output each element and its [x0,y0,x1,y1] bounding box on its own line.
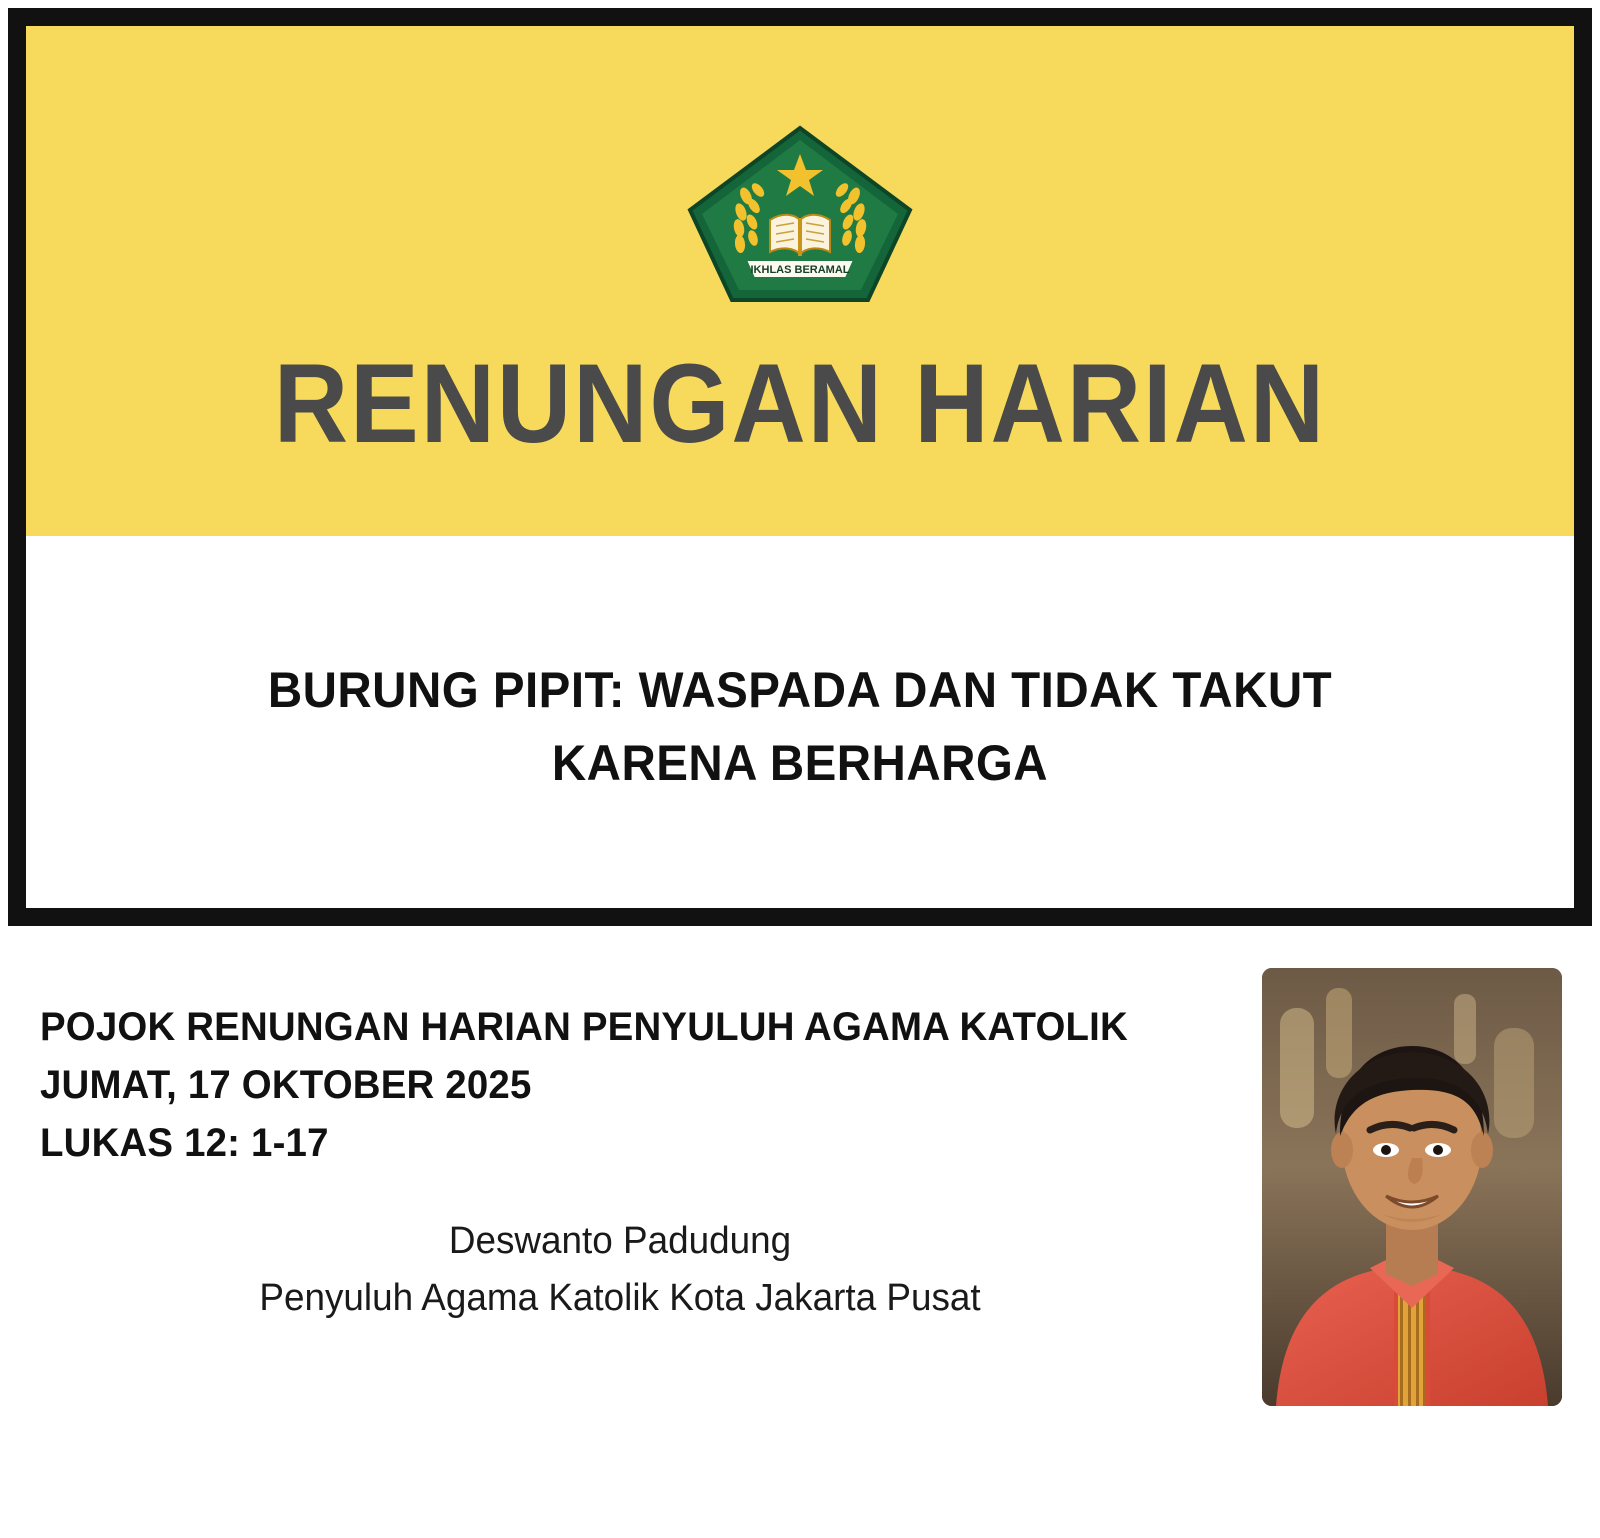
author-name: Deswanto Padudung [448,1220,792,1262]
card-body [26,536,1574,908]
page-title: RENUNGAN HARIAN [273,341,1327,466]
meta-lines [40,998,1220,1172]
meta-line-scripture: LUKAS 12: 1-17 [40,1121,329,1165]
reflection-subtitle: BURUNG PIPIT: WASPADA DAN TIDAK TAKUT KARENA BERHARGA [267,662,1333,791]
author-block [40,1213,1200,1327]
meta-line-program: POJOK RENUNGAN HARIAN PENYULUH AGAMA KATOLIK [40,1005,1128,1049]
kemenag-emblem-icon [686,124,914,304]
meta-line-date: JUMAT, 17 OKTOBER 2025 [40,1063,532,1107]
header-card [8,8,1592,926]
emblem-motto-text: IKHLAS BERAMAL [750,264,850,276]
portrait-photo-icon [1262,968,1562,1406]
meta-section [0,948,1600,1538]
author-role: Penyuluh Agama Katolik Kota Jakarta Pusat [259,1277,981,1319]
yellow-banner [26,26,1574,536]
avatar [1262,968,1562,1406]
